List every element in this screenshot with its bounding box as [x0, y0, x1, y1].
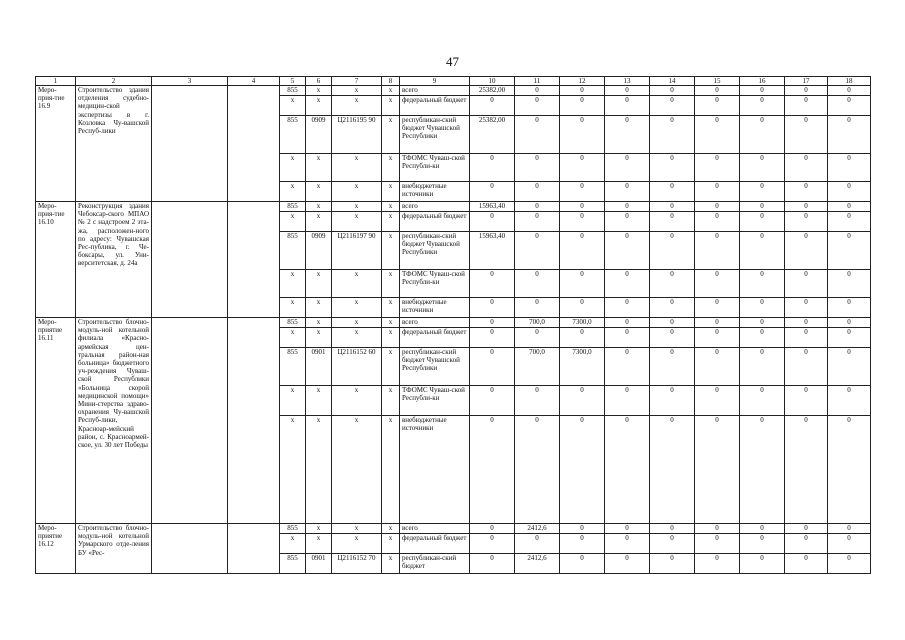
table-cell: 0	[695, 416, 740, 524]
table-cell: x	[280, 154, 306, 182]
table-cell: x	[382, 298, 400, 318]
table-cell: x	[332, 96, 382, 116]
empty-cell	[152, 202, 228, 318]
table-cell: 0	[785, 212, 828, 232]
table-cell: x	[332, 270, 382, 298]
funding-source-cell: федеральный бюджет	[400, 96, 470, 116]
table-cell: 0	[740, 232, 785, 270]
table-row	[36, 524, 871, 534]
measure-label: Меро-прия-тие 16.10	[36, 202, 76, 318]
table-cell: x	[306, 212, 332, 232]
table-cell: Ц2116195 90	[332, 116, 382, 154]
table-cell: 0	[560, 270, 605, 298]
funding-source-cell: ТФОМС Чуваш-ской Республи-ки	[400, 386, 470, 416]
table-cell: 0	[605, 232, 650, 270]
table-cell: 0	[785, 232, 828, 270]
table-cell: 0	[695, 182, 740, 202]
table-cell: 0	[650, 182, 695, 202]
funding-source-cell: всего	[400, 86, 470, 96]
table-cell: x	[306, 154, 332, 182]
table-cell: x	[306, 534, 332, 554]
table-cell: 0	[740, 328, 785, 348]
table-cell: 0	[695, 386, 740, 416]
column-header: 11	[515, 77, 560, 86]
table-cell: x	[332, 524, 382, 534]
measure-name: Строительство блочно-модуль-ной котельной Урмарского отде-ления БУ «Рес-	[76, 524, 152, 574]
table-cell: x	[306, 416, 332, 524]
table-row	[36, 202, 871, 212]
table-cell: 0	[828, 298, 871, 318]
table-cell: 0	[828, 554, 871, 574]
table-row	[36, 318, 871, 328]
table-cell: 0	[515, 328, 560, 348]
table-cell: x	[332, 212, 382, 232]
table-cell: 0901	[306, 554, 332, 574]
table-cell: 0	[605, 116, 650, 154]
table-cell: 0	[650, 328, 695, 348]
column-header: 18	[828, 77, 871, 86]
table-cell: x	[382, 182, 400, 202]
table-cell: 0	[695, 270, 740, 298]
column-header: 7	[332, 77, 382, 86]
funding-source-cell: федеральный бюджет	[400, 534, 470, 554]
table-cell: x	[306, 298, 332, 318]
funding-source-cell: ТФОМС Чуваш-ской Республи-ки	[400, 154, 470, 182]
empty-cell	[228, 318, 280, 524]
table-cell: 0	[650, 386, 695, 416]
table-cell: 0	[650, 416, 695, 524]
table-cell: x	[280, 386, 306, 416]
table-cell: 0	[515, 202, 560, 212]
table-cell: 0	[560, 298, 605, 318]
table-cell: x	[332, 318, 382, 328]
page-number: 47	[446, 54, 459, 69]
column-header: 4	[228, 77, 280, 86]
funding-source-cell: всего	[400, 318, 470, 328]
table-cell: 0	[740, 524, 785, 534]
table-cell: 0	[560, 232, 605, 270]
table-cell: x	[382, 202, 400, 212]
table-cell: 0	[695, 154, 740, 182]
table-cell: 0	[605, 182, 650, 202]
table-cell: x	[280, 328, 306, 348]
table-cell: 0	[470, 386, 515, 416]
table-cell: x	[280, 534, 306, 554]
table-cell: 0	[560, 554, 605, 574]
table-cell: x	[382, 554, 400, 574]
table-cell: 0	[650, 202, 695, 212]
table-cell: 0	[605, 270, 650, 298]
table-cell: Ц2116197 90	[332, 232, 382, 270]
measure-label: Меро-приятие 16.11	[36, 318, 76, 524]
table-cell: 0	[470, 416, 515, 524]
table-cell: 0	[828, 416, 871, 524]
measure-name: Строительство здания отделения судебно-медицин-ской экспертизы в г. Козловка Чу-вашской Респуб-лики	[76, 86, 152, 202]
table-cell: 25382,00	[470, 116, 515, 154]
table-cell: 7300,0	[560, 348, 605, 386]
table-cell: x	[382, 86, 400, 96]
funding-source-cell: республикан-ский бюджет Чувашской Республики	[400, 232, 470, 270]
funding-source-cell: республикан-ский бюджет Чувашской Республики	[400, 348, 470, 386]
table-cell: 0	[605, 386, 650, 416]
funding-source-cell: республикан-ский бюджет	[400, 554, 470, 574]
table-cell: 0	[828, 386, 871, 416]
table-cell: 0	[515, 270, 560, 298]
table-cell: 0	[785, 298, 828, 318]
table-cell: 0	[605, 534, 650, 554]
table-cell: x	[382, 232, 400, 270]
table-cell: 0	[828, 96, 871, 116]
table-cell: 0	[650, 298, 695, 318]
table-cell: 0	[695, 86, 740, 96]
table-cell: 0	[828, 232, 871, 270]
measure-name: Реконструкция здания Чебоксар-ского МПАО № 2 с надстроем 2 эта-жа, расположен-ного по адресу: Чувашская Рес-публика, г. Че-боксары, ул. Уни-верситетская, д. 24а	[76, 202, 152, 318]
table-cell: 0	[785, 416, 828, 524]
table-cell: 0	[740, 154, 785, 182]
table-cell: x	[332, 154, 382, 182]
funding-source-cell: федеральный бюджет	[400, 212, 470, 232]
table-cell: 855	[280, 86, 306, 96]
table-cell: 0	[828, 202, 871, 212]
table-cell: 700,0	[515, 348, 560, 386]
measure-name: Строительство блочно-модуль-ной котельной филиала «Красно-армейская цен-тральная район-ная больница» бюджетного уч-реждения Чуваш-ской Республики «Больница скорой медицинской помощи» Мини-стерства здраво-охранения Чу-вашской Респуб-лики, Красноар-мейский район, с. Красноармей-ское, ул. 30 лет Победы	[76, 318, 152, 524]
table-cell: x	[332, 298, 382, 318]
table-cell: 855	[280, 348, 306, 386]
table-cell: 0	[785, 116, 828, 154]
table-cell: 0	[605, 298, 650, 318]
table-cell: x	[306, 386, 332, 416]
table-cell: 0	[740, 96, 785, 116]
empty-cell	[228, 524, 280, 574]
table-cell: x	[332, 386, 382, 416]
table-cell: 0	[740, 182, 785, 202]
table-cell: x	[382, 154, 400, 182]
table-cell: 0	[515, 154, 560, 182]
table-cell: 15963,40	[470, 232, 515, 270]
table-cell: x	[306, 182, 332, 202]
table-cell: x	[382, 416, 400, 524]
table-cell: 0	[650, 96, 695, 116]
table-cell: 0	[740, 554, 785, 574]
table-cell: 0	[470, 348, 515, 386]
table-cell: 0	[785, 318, 828, 328]
table-cell: x	[382, 534, 400, 554]
table-cell: 0	[695, 232, 740, 270]
table-cell: x	[306, 202, 332, 212]
table-cell: 855	[280, 524, 306, 534]
table-cell: 0	[605, 318, 650, 328]
table-cell: 0	[828, 212, 871, 232]
table-cell: 0	[650, 212, 695, 232]
table-cell: 0	[470, 534, 515, 554]
table-cell: x	[382, 212, 400, 232]
empty-cell	[228, 86, 280, 202]
funding-source-cell: республикан-ский бюджет Чувашской Республики	[400, 116, 470, 154]
table-cell: 0	[560, 386, 605, 416]
table-cell: x	[382, 348, 400, 386]
table-cell: 0	[560, 96, 605, 116]
table-cell: 0	[695, 328, 740, 348]
table-cell: 0	[515, 416, 560, 524]
table-cell: 0901	[306, 348, 332, 386]
table-cell: 0	[515, 116, 560, 154]
table-cell: 0909	[306, 232, 332, 270]
table-cell: 0	[740, 298, 785, 318]
table-cell: 0	[695, 96, 740, 116]
table-cell: 0	[605, 348, 650, 386]
table-cell: x	[332, 328, 382, 348]
table-cell: 0	[515, 386, 560, 416]
table-cell: 0	[515, 232, 560, 270]
table-cell: x	[280, 182, 306, 202]
table-cell: 0	[695, 298, 740, 318]
table-cell: 0	[470, 154, 515, 182]
table-cell: x	[280, 270, 306, 298]
funding-source-cell: внебюджетные источники	[400, 182, 470, 202]
funding-source-cell: всего	[400, 202, 470, 212]
table-cell: 2412,6	[515, 554, 560, 574]
table-cell: 0	[605, 96, 650, 116]
table-cell: x	[382, 318, 400, 328]
table-cell: 0	[470, 182, 515, 202]
table-cell: 0	[740, 270, 785, 298]
table-cell: x	[382, 386, 400, 416]
table-cell: 0	[650, 524, 695, 534]
table-cell: 0	[785, 348, 828, 386]
table-cell: 0	[560, 182, 605, 202]
table-cell: 0	[650, 86, 695, 96]
table-cell: 0	[470, 212, 515, 232]
funding-source-cell: федеральный бюджет	[400, 328, 470, 348]
table-cell: 0	[828, 318, 871, 328]
table-cell: 0	[650, 270, 695, 298]
table-cell: 0	[605, 154, 650, 182]
table-cell: 0	[785, 534, 828, 554]
table-cell: 7300,0	[560, 318, 605, 328]
table-cell: x	[382, 270, 400, 298]
table-cell: 0	[560, 416, 605, 524]
table-cell: 0	[605, 212, 650, 232]
measure-label: Меро-приятие 16.12	[36, 524, 76, 574]
table-cell: 0	[740, 202, 785, 212]
table-cell: 0	[695, 116, 740, 154]
column-header: 13	[605, 77, 650, 86]
table-cell: 0	[515, 298, 560, 318]
table-cell: x	[306, 318, 332, 328]
table-cell: 0	[785, 86, 828, 96]
column-header: 10	[470, 77, 515, 86]
table-cell: x	[280, 416, 306, 524]
column-header: 12	[560, 77, 605, 86]
table-cell: 0	[785, 554, 828, 574]
column-header: 1	[36, 77, 76, 86]
table-cell: 0	[560, 212, 605, 232]
table-cell: 0	[650, 554, 695, 574]
table-cell: 0	[828, 86, 871, 96]
table-cell: x	[280, 212, 306, 232]
table-cell: 0	[560, 202, 605, 212]
funding-source-cell: внебюджетные источники	[400, 298, 470, 318]
column-header: 2	[76, 77, 152, 86]
table-cell: x	[382, 524, 400, 534]
table-cell: 855	[280, 202, 306, 212]
table-cell: 0	[515, 182, 560, 202]
table-cell: 855	[280, 116, 306, 154]
table-cell: 0	[740, 386, 785, 416]
budget-table	[35, 76, 871, 574]
column-header: 8	[382, 77, 400, 86]
table-cell: 700,0	[515, 318, 560, 328]
table-cell: x	[280, 96, 306, 116]
empty-cell	[152, 318, 228, 524]
table-cell: 0	[785, 270, 828, 298]
table-cell: x	[306, 96, 332, 116]
table-cell: 0	[785, 202, 828, 212]
table-cell: x	[280, 298, 306, 318]
table-cell: 0	[650, 534, 695, 554]
table-cell: 0	[740, 116, 785, 154]
column-header: 15	[695, 77, 740, 86]
table-cell: 0	[605, 554, 650, 574]
table-cell: 0	[828, 328, 871, 348]
table-cell: 0	[605, 524, 650, 534]
table-cell: 0	[828, 270, 871, 298]
table-cell: 0	[470, 96, 515, 116]
column-header: 3	[152, 77, 228, 86]
table-cell: 0	[470, 554, 515, 574]
table-cell: 0	[650, 232, 695, 270]
table-cell: 0	[605, 202, 650, 212]
table-cell: 0	[695, 534, 740, 554]
table-cell: 0	[560, 534, 605, 554]
table-cell: 0	[785, 386, 828, 416]
table-cell: 855	[280, 554, 306, 574]
table-cell: 0	[695, 202, 740, 212]
empty-cell	[152, 86, 228, 202]
header-row	[36, 77, 871, 86]
table-cell: 0	[470, 318, 515, 328]
table-cell: 0	[470, 328, 515, 348]
table-cell: x	[332, 86, 382, 96]
table-cell: x	[306, 328, 332, 348]
table-cell: 0	[605, 416, 650, 524]
column-header: 6	[306, 77, 332, 86]
table-cell: x	[306, 524, 332, 534]
table-cell: 0	[560, 154, 605, 182]
table-cell: 0	[560, 116, 605, 154]
table-cell: 0	[650, 318, 695, 328]
table-cell: 0	[650, 154, 695, 182]
table-cell: 25382,00	[470, 86, 515, 96]
table-cell: 0	[515, 212, 560, 232]
table-cell: 0	[470, 270, 515, 298]
table-cell: 0	[785, 154, 828, 182]
table-cell: 0	[828, 348, 871, 386]
table-cell: 0	[740, 416, 785, 524]
table-cell: x	[332, 534, 382, 554]
table-cell: 0	[785, 524, 828, 534]
table-cell: 0	[515, 534, 560, 554]
table-cell: x	[382, 96, 400, 116]
table-cell: x	[382, 116, 400, 154]
table-cell: x	[306, 270, 332, 298]
table-cell: 0	[515, 96, 560, 116]
table-row	[36, 86, 871, 96]
table-cell: 0	[605, 328, 650, 348]
table-cell: 0	[650, 348, 695, 386]
table-cell: x	[332, 182, 382, 202]
table-cell: 0	[740, 212, 785, 232]
table-cell: 0	[470, 298, 515, 318]
table-cell: 0	[695, 554, 740, 574]
table-cell: 0	[740, 318, 785, 328]
table-cell: x	[382, 328, 400, 348]
table-cell: Ц2116152 60	[332, 348, 382, 386]
column-header: 14	[650, 77, 695, 86]
column-header: 9	[400, 77, 470, 86]
table-cell: 0	[695, 524, 740, 534]
table-cell: 855	[280, 232, 306, 270]
table-cell: 0	[828, 524, 871, 534]
table-cell: 0	[515, 86, 560, 96]
column-header: 17	[785, 77, 828, 86]
table-cell: 0909	[306, 116, 332, 154]
table-cell: Ц2116152 70	[332, 554, 382, 574]
table-cell: x	[306, 86, 332, 96]
table-cell: 0	[740, 86, 785, 96]
funding-source-cell: внебюджетные источники	[400, 416, 470, 524]
table-cell: 0	[828, 182, 871, 202]
table-cell: 0	[828, 116, 871, 154]
measure-label: Меро-прия-тие 16.9	[36, 86, 76, 202]
table-cell: 0	[605, 86, 650, 96]
table-cell: 0	[560, 524, 605, 534]
table-cell: 0	[785, 328, 828, 348]
table-cell: 0	[695, 212, 740, 232]
table-cell: 0	[785, 182, 828, 202]
table-cell: x	[332, 202, 382, 212]
table-cell: 15963,40	[470, 202, 515, 212]
empty-cell	[152, 524, 228, 574]
table-cell: 0	[740, 534, 785, 554]
table-cell: 0	[650, 116, 695, 154]
table-cell: 0	[695, 348, 740, 386]
table-cell: 0	[560, 86, 605, 96]
column-header: 5	[280, 77, 306, 86]
table-cell: 0	[560, 328, 605, 348]
table-cell: 0	[695, 318, 740, 328]
table-cell: 855	[280, 318, 306, 328]
table-cell: 0	[785, 96, 828, 116]
funding-source-cell: ТФОМС Чуваш-ской Республи-ки	[400, 270, 470, 298]
table-cell: 0	[470, 524, 515, 534]
empty-cell	[228, 202, 280, 318]
table-cell: x	[332, 416, 382, 524]
table-cell: 0	[828, 154, 871, 182]
table-cell: 0	[740, 348, 785, 386]
funding-source-cell: всего	[400, 524, 470, 534]
table-cell: 0	[828, 534, 871, 554]
table-cell: 2412,6	[515, 524, 560, 534]
column-header: 16	[740, 77, 785, 86]
